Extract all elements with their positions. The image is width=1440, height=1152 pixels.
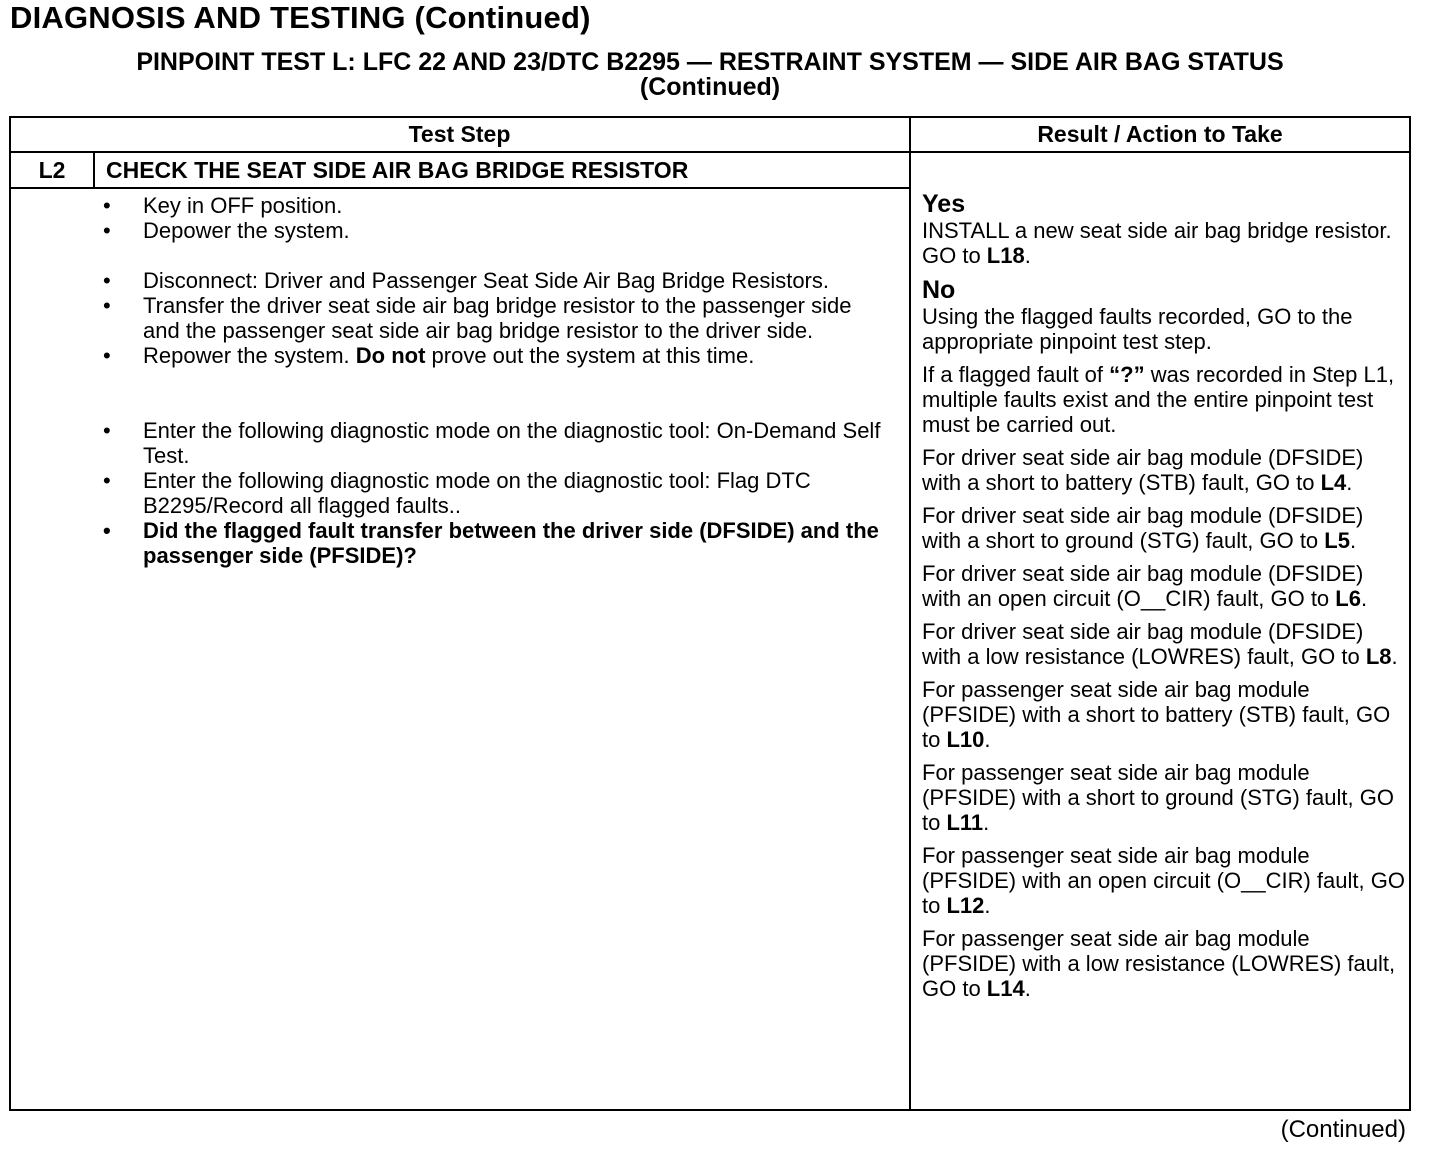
note-emphasis: “?” [1109,362,1145,387]
bullet-text: Repower the system. [143,343,356,368]
period: . [983,810,990,835]
goto-step: L12 [946,893,985,918]
step-title-divider [10,187,910,189]
period: . [984,893,991,918]
bullet-dot: • [103,268,111,293]
step-bullet [100,343,890,368]
fault-action [922,760,1407,835]
fault-action [922,445,1407,495]
period: . [1391,644,1398,669]
fault-action-text: For driver seat side air bag module (DFSIDE) with a low resistance (LOWRES) fault, GO to [922,619,1366,669]
step-bullet [100,268,890,293]
step-id-divider [93,152,95,188]
step-bullet [100,418,890,468]
goto-step: L8 [1365,644,1392,669]
yes-action-text: INSTALL a new seat side air bag bridge resistor. GO to [922,218,1392,268]
fault-action-text: For driver seat side air bag module (DFSIDE) with an open circuit (O__CIR) fault, GO to [922,561,1364,611]
fault-action-text: For driver seat side air bag module (DFSIDE) with a short to battery (STB) fault, GO to [922,445,1364,495]
step-question [100,518,890,568]
goto-step: L14 [986,976,1025,1001]
bullet-text: Depower the system. [143,218,350,243]
goto-step: L11 [946,810,984,835]
step-bullet [100,218,890,243]
bullet-text: Enter the following diagnostic mode on the diagnostic tool: Flag DTC B2295/Record all flagged faults.. [143,468,811,518]
no-label: No [922,276,956,304]
header-result-action: Result / Action to Take [1037,121,1283,147]
step-bullet [100,293,890,343]
flagged-fault-note [922,362,1407,437]
bullet-dot: • [103,343,111,368]
no-action: Using the flagged faults recorded, GO to the appropriate pinpoint test step. [922,304,1353,354]
bullet-dot: • [103,218,111,243]
goto-step: L18 [986,243,1025,268]
bullet-text: Enter the following diagnostic mode on the diagnostic tool: On-Demand Self Test. [143,418,881,468]
fault-action [922,561,1407,611]
bullet-text: Transfer the driver seat side air bag bridge resistor to the passenger side and the passenger seat side air bag bridge resistor to the driver side. [143,293,852,343]
fault-action-text: For passenger seat side air bag module (PFSIDE) with an open circuit (O__CIR) fault, GO to [922,843,1405,918]
page-title: DIAGNOSIS AND TESTING (Continued) [10,0,591,35]
step-id: L2 [38,157,66,183]
fault-action-text: For passenger seat side air bag module (PFSIDE) with a short to ground (STG) fault, GO to [922,760,1394,835]
period: . [984,727,991,752]
goto-step: L10 [946,727,985,752]
header-test-step: Test Step [408,121,511,147]
bullet-text: prove out the system at this time. [425,343,755,368]
bullet-dot: • [103,293,111,318]
test-step-list [100,193,890,568]
note-text: was recorded in Step L1, multiple faults exist and the entire pinpoint test must be carried out. [922,362,1395,437]
yes-action [922,218,1407,268]
bullet-emphasis: Do not [355,343,426,368]
fault-action-text: For driver seat side air bag module (DFSIDE) with a short to ground (STG) fault, GO to [922,503,1364,553]
fault-action-text: For passenger seat side air bag module (PFSIDE) with a short to battery (STB) fault, GO to [922,677,1391,752]
goto-step: L6 [1335,586,1361,611]
period: . [1024,976,1031,1001]
pinpoint-test-title-line2: (Continued) [639,73,781,101]
fault-action [922,503,1407,553]
step-bullet [100,193,890,218]
period: . [1346,470,1353,495]
fault-action [922,619,1407,669]
step-title: CHECK THE SEAT SIDE AIR BAG BRIDGE RESISTOR [106,157,689,183]
pinpoint-test-title-line1: PINPOINT TEST L: LFC 22 AND 23/DTC B2295 — RESTRAINT SYSTEM — SIDE AIR BAG STATUS [136,48,1284,76]
column-divider [909,117,911,1110]
pinpoint-test-title [10,50,1410,100]
period: . [1349,528,1357,553]
goto-step: L4 [1320,470,1347,495]
period: . [1024,243,1031,268]
yes-label: Yes [922,190,966,218]
question-text: Did the flagged fault transfer between the driver side (DFSIDE) and the passenger side (PFSIDE)? [143,518,879,568]
fault-action [922,677,1407,752]
fault-action-text: For passenger seat side air bag module (PFSIDE) with a low resistance (LOWRES) fault, GO to [922,926,1396,1001]
step-bullet [100,468,890,518]
bullet-dot: • [103,418,111,443]
continued-footer: (Continued) [1280,1116,1406,1143]
bullet-dot: • [103,518,111,543]
goto-step: L5 [1324,528,1350,553]
bullet-dot: • [103,468,111,493]
bullet-text: Disconnect: Driver and Passenger Seat Side Air Bag Bridge Resistors. [143,268,829,293]
bullet-dot: • [103,193,111,218]
result-action-list [922,190,1407,1009]
fault-action [922,926,1407,1001]
fault-action [922,843,1407,918]
bullet-text: Key in OFF position. [143,193,343,218]
note-text: If a flagged fault of [922,362,1110,387]
period: . [1360,586,1368,611]
